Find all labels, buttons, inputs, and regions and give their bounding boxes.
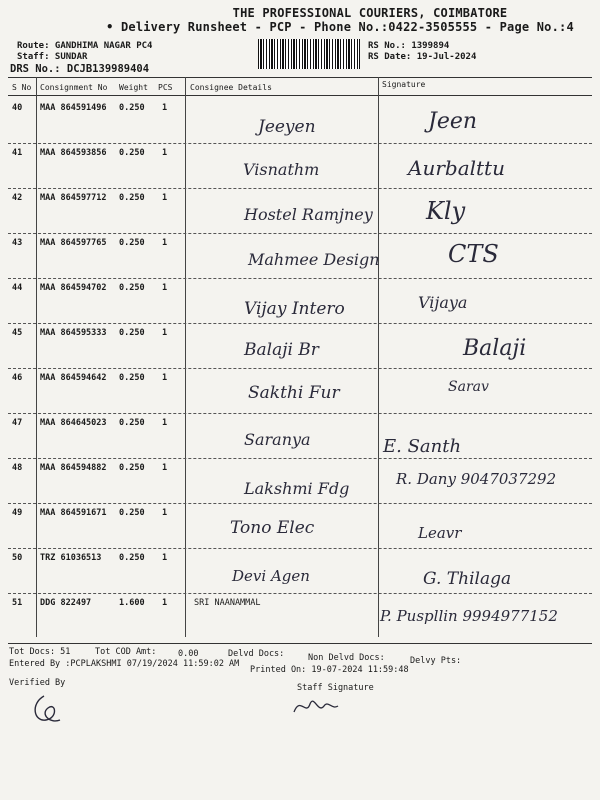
signature-handwriting: Aurbalttu: [408, 156, 505, 180]
row-sno: 50: [12, 553, 23, 563]
col-header-consignee: Consignee Details: [190, 83, 272, 92]
row-consignment: MAA 864591496: [40, 103, 107, 113]
row-consignment: MAA 864645023: [40, 418, 107, 428]
signature-handwriting: Leavr: [418, 524, 462, 542]
row-weight: 0.250: [119, 328, 145, 338]
col-header-signature: Signature: [382, 80, 426, 89]
row-sno: 51: [12, 598, 23, 608]
row-pcs: 1: [162, 103, 168, 113]
row-weight: 0.250: [119, 553, 145, 563]
row-consignment: TRZ 61036513: [40, 553, 102, 563]
table-row: [8, 369, 592, 414]
verified-by-label: Verified By: [9, 678, 66, 688]
table-row: [8, 99, 592, 144]
receiver-handwriting: Tono Elec: [230, 518, 315, 538]
row-pcs: 1: [162, 373, 168, 383]
verified-signature-scribble: [26, 690, 66, 730]
row-weight: 0.250: [119, 463, 145, 473]
table-row: [8, 189, 592, 234]
header-bottom-rule: [8, 95, 592, 96]
receiver-handwriting: Saranya: [244, 430, 311, 449]
receiver-handwriting: Vijay Intero: [244, 299, 345, 319]
row-sno: 43: [12, 238, 23, 248]
row-consignment: MAA 864594642: [40, 373, 107, 383]
receiver-handwriting: Balaji Br: [244, 340, 319, 360]
printed-on: Printed On: 19-07-2024 11:59:48: [250, 665, 409, 675]
row-pcs: 1: [162, 148, 168, 158]
drs-number: DRS No.: DCJB139989404: [10, 63, 150, 75]
row-pcs: 1: [162, 238, 168, 248]
row-consignment: MAA 864595333: [40, 328, 107, 338]
row-pcs: 1: [162, 283, 168, 293]
row-pcs: 1: [162, 418, 168, 428]
barcode-image: [258, 39, 360, 69]
table-row: [8, 414, 592, 459]
total-docs: Tot Docs: 51: [9, 647, 71, 657]
row-consignment: DDG 822497: [40, 598, 92, 608]
row-sno: 40: [12, 103, 23, 113]
header-top-rule: [8, 77, 592, 78]
signature-handwriting: CTS: [448, 240, 499, 268]
signature-handwriting: Vijaya: [418, 293, 468, 312]
receiver-handwriting: Jeeyen: [258, 117, 316, 137]
table-row: [8, 549, 592, 594]
row-pcs: 1: [162, 553, 168, 563]
row-sno: 49: [12, 508, 23, 518]
row-pcs: 1: [162, 598, 168, 608]
receiver-handwriting: Devi Agen: [232, 567, 310, 585]
receiver-handwriting: Visnathm: [243, 160, 320, 179]
row-sno: 44: [12, 283, 23, 293]
row-weight: 0.250: [119, 148, 145, 158]
rs-date: RS Date: 19-Jul-2024: [368, 52, 477, 62]
row-consignment: MAA 864593856: [40, 148, 107, 158]
signature-handwriting: G. Thilaga: [423, 569, 512, 589]
table-row: [8, 279, 592, 324]
row-weight: 0.250: [119, 373, 145, 383]
receiver-handwriting: Sakthi Fur: [248, 383, 340, 403]
row-weight: 0.250: [119, 238, 145, 248]
row-weight: 0.250: [119, 508, 145, 518]
entered-by: Entered By :PCPLAKSHMI 07/19/2024 11:59:02 AM: [9, 659, 240, 669]
col-header-consignment: Consignment No: [40, 83, 108, 92]
row-consignment: MAA 864597765: [40, 238, 107, 248]
row-consignment: MAA 864591671: [40, 508, 107, 518]
signature-handwriting: R. Dany 9047037292: [396, 470, 557, 488]
staff-signature-scribble: [290, 692, 340, 718]
row-pcs: 1: [162, 508, 168, 518]
row-consignment: MAA 864594702: [40, 283, 107, 293]
company-title: THE PROFESSIONAL COURIERS, COIMBATORE: [232, 6, 508, 20]
row-weight: 1.600: [119, 598, 145, 608]
row-pcs: 1: [162, 193, 168, 203]
table-row: [8, 144, 592, 189]
rs-number: RS No.: 1399894: [368, 41, 450, 51]
row-sno: 46: [12, 373, 23, 383]
total-cod-label: Tot COD Amt:: [95, 647, 157, 657]
signature-handwriting: Jeen: [428, 109, 478, 134]
table-row: [8, 324, 592, 369]
row-pcs: 1: [162, 463, 168, 473]
table-row: [8, 594, 592, 640]
row-sno: 42: [12, 193, 23, 203]
row-weight: 0.250: [119, 418, 145, 428]
receiver-handwriting: Hostel Ramjney: [244, 205, 373, 224]
col-header-sno: S No: [12, 83, 32, 92]
runsheet-subtitle: • Delivery Runsheet - PCP - Phone No.:0422-3505555 - Page No.:4: [106, 20, 574, 34]
table-row: [8, 504, 592, 549]
non-delivered-docs: Non Delvd Docs:: [308, 653, 385, 663]
row-sno: 48: [12, 463, 23, 473]
staff-label: Staff: SUNDAR: [17, 52, 88, 62]
table-row: [8, 234, 592, 279]
delivered-docs: Delvd Docs:: [228, 649, 285, 659]
signature-handwriting: Balaji: [463, 336, 527, 361]
bullet-mark: •: [106, 20, 121, 34]
row-weight: 0.250: [119, 283, 145, 293]
row-weight: 0.250: [119, 193, 145, 203]
signature-handwriting: Sarav: [448, 379, 489, 395]
row-weight: 0.250: [119, 103, 145, 113]
row-consignment: MAA 864594882: [40, 463, 107, 473]
table-row: [8, 459, 592, 504]
receiver-handwriting: Lakshmi Fdg: [244, 479, 350, 498]
col-header-weight: Weight: [119, 83, 148, 92]
staff-signature-label: Staff Signature: [297, 683, 374, 693]
route-label: Route: GANDHIMA NAGAR PC4: [17, 41, 153, 51]
total-cod-value: 0.00: [178, 649, 199, 659]
delivery-points: Delvy Pts:: [410, 656, 462, 666]
row-sno: 41: [12, 148, 23, 158]
row-consignment: MAA 864597712: [40, 193, 107, 203]
signature-handwriting: E. Santh: [383, 436, 462, 457]
row-sno: 47: [12, 418, 23, 428]
row-consignee: SRI NAANAMMAL: [194, 598, 261, 608]
row-pcs: 1: [162, 328, 168, 338]
receiver-handwriting: Mahmee Design: [248, 250, 380, 269]
footer-rule: [8, 643, 592, 644]
col-header-pcs: PCS: [158, 83, 173, 92]
row-sno: 45: [12, 328, 23, 338]
signature-handwriting: Kly: [426, 197, 466, 225]
signature-handwriting: P. Puspllin 9994977152: [380, 607, 558, 625]
